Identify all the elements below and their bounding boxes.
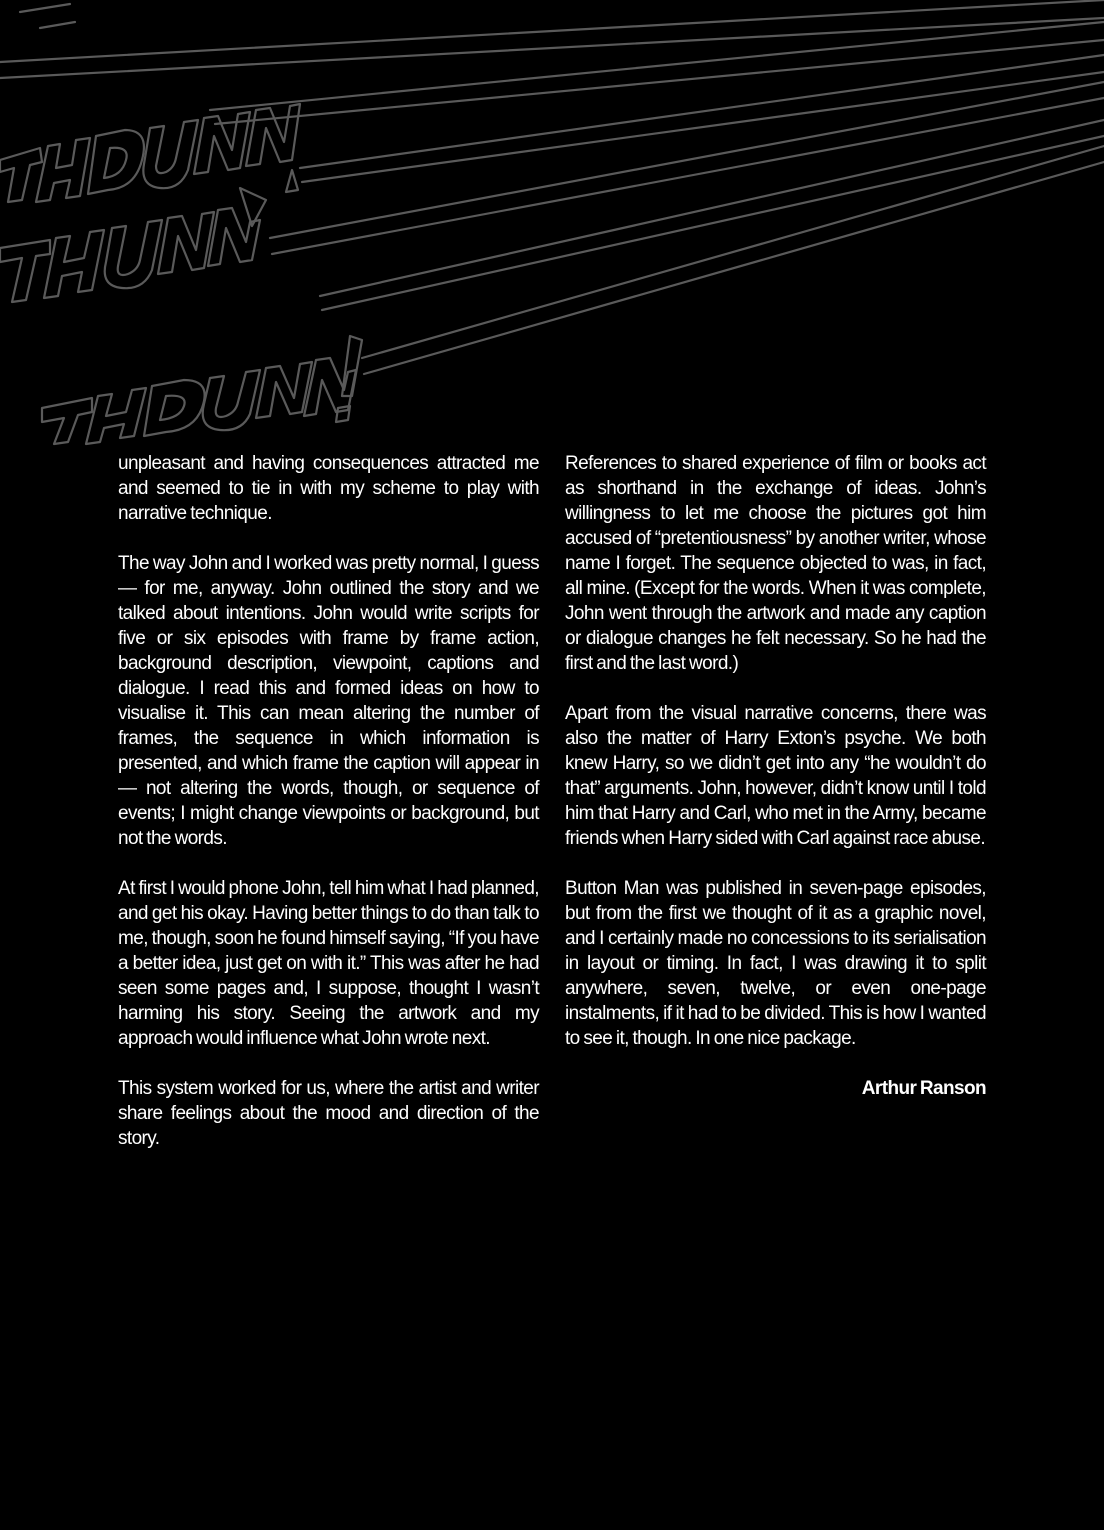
sound-effect-artwork — [0, 0, 1104, 450]
paragraph: unpleasant and having consequences attracted me and seemed to tie in with my scheme to play with narrative technique. — [118, 453, 539, 524]
sound-effect-thdunn-top — [0, 104, 300, 202]
sound-effect-thdunn-bottom — [42, 336, 362, 444]
author-signature: Arthur Ranson — [861, 1078, 986, 1099]
speed-lines — [0, 0, 1104, 374]
paragraph: References to shared experience of film or books act as shorthand in the exchange of ideas. John’s willingness to let me choose the pictures got him accused of “pretentiousness” by another writer, whose name I forget. The sequence objected to was, in fact, all mine. (Except for the words. When it was complete, John went through the artwork and made any caption or dialogue changes he felt necessary. So he had the first and the last word.) — [565, 453, 986, 674]
paragraph: Button Man was published in seven-page episodes, but from the first we thought of it as a graphic novel, and I certainly made no concessions to its serialisation in layout or timing. In fact, I was drawing it to split anywhere, seven, twelve, or even one-page instalments, if it had to be divided. This is how I wanted to see it, though. In one nice package. — [565, 878, 986, 1049]
article-left-column — [118, 451, 539, 1176]
paragraph: Apart from the visual narrative concerns, there was also the matter of Harry Exton’s psyche. We both knew Harry, so we didn’t get into any “he wouldn’t do that” arguments. John, however, didn’t know until I told him that Harry and Carl, who met in the Army, became friends when Harry sided with Carl against race abuse. — [565, 703, 986, 849]
paragraph: The way John and I worked was pretty normal, I guess — for me, anyway. John outlined the story and we talked about intentions. John would write scripts for five or six episodes with frame by frame action, background description, viewpoint, captions and dialogue. I read this and formed ideas on how to visualise it. This can mean altering the number of frames, the sequence in which information is presented, and which frame the caption will appear in — not altering the words, though, or sequence of events; I might change viewpoints or background, but not the words. — [118, 553, 539, 849]
article-right-column — [565, 451, 986, 1126]
paragraph: At first I would phone John, tell him what I had planned, and get his okay. Having better things to do than talk to me, though, soon he found himself saying, “If you have a better idea, just get on with it.” This was after he had seen some pages and, I suppose, thought I wasn’t harming his story. Seeing the artwork and my approach would influence what John wrote next. — [118, 878, 539, 1049]
paragraph: This system worked for us, where the artist and writer share feelings about the mood and direction of the story. — [118, 1078, 539, 1149]
sound-effect-thunn — [0, 188, 266, 302]
